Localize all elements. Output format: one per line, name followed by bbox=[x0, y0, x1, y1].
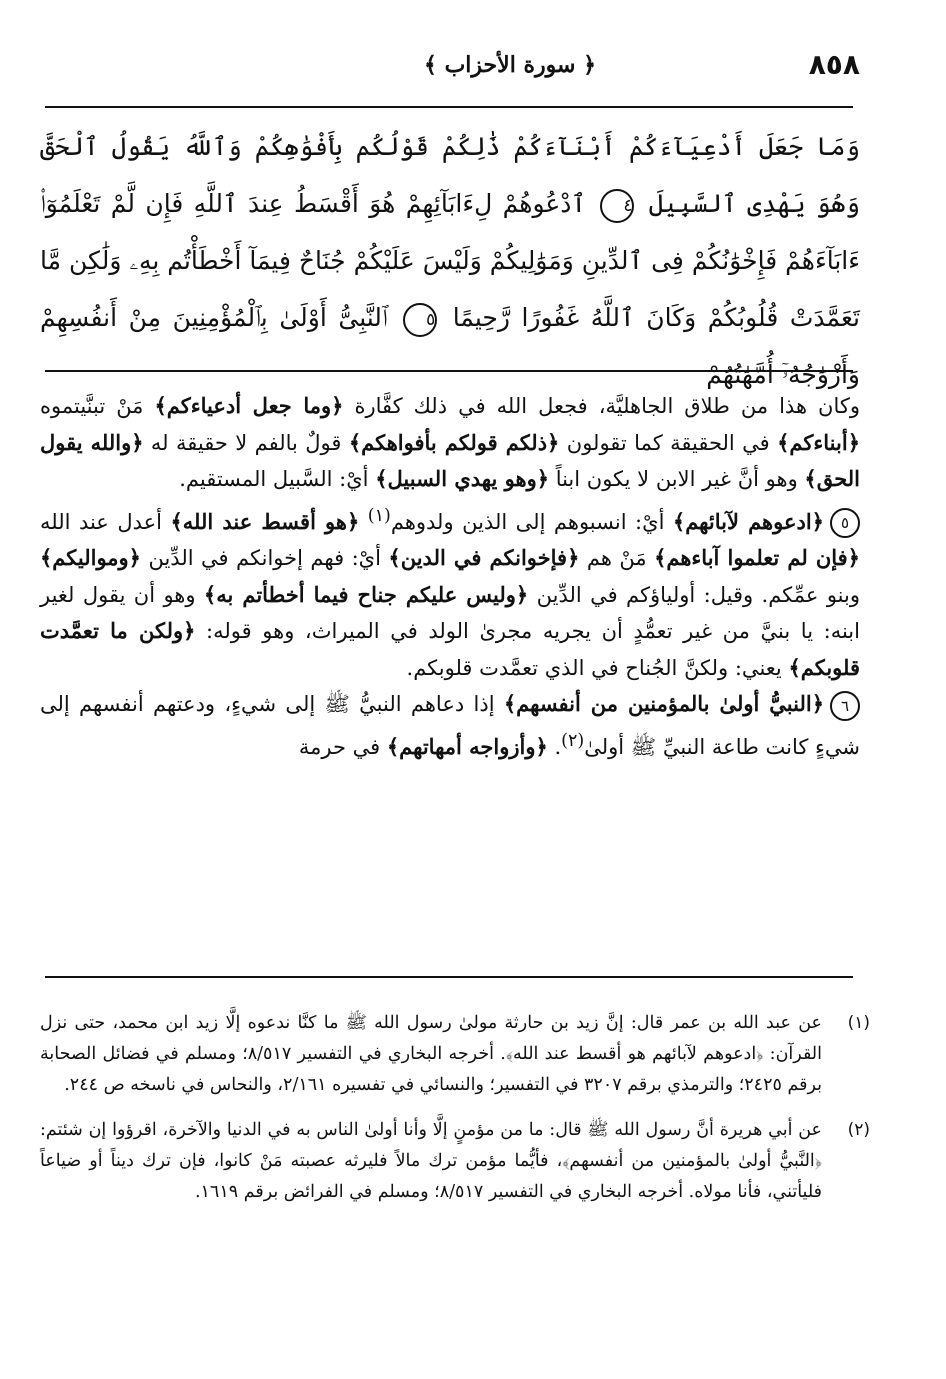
quoted-verse: ﴿فإن لم تعلموا آباءهم﴾ bbox=[654, 545, 860, 570]
quoted-verse: ﴿ومواليكم﴾ bbox=[40, 545, 141, 570]
ayah-marker-5: ٥ bbox=[403, 303, 437, 337]
footnote-text: عن عبد الله بن عمر قال: إنَّ زيد بن حارثة مولىٰ رسول الله ﷺ ما كنَّا ندعوه إلَّا زيد ابن محمد، حتى نزل القرآن: ﴿ادعوهم لآبائهم هو أقسط عند الله﴾. أخرجه البخاري في التفسير ٨/٥١٧؛ ومسلم في فضائل الصحابة برقم ٢٤٢٥؛ والترمذي برقم ٣٢٠٧ في التفسير؛ والنسائي في تفسيره ٢/١٦١، والنحاس في ناسخه ص ٢٤٤. bbox=[40, 1013, 822, 1095]
quoted-verse: ﴿وما جعل أدعياءكم﴾ bbox=[154, 393, 344, 418]
footnote-ref[interactable]: (٢) bbox=[561, 730, 585, 751]
commentary-text: يعني: ولكنَّ الجُناح في الذي تعمَّدت قلوبكم. bbox=[406, 655, 789, 680]
commentary-text: وبنو عمِّكم. وقيل: أولياؤكم في الدِّين bbox=[528, 582, 860, 607]
verse-text-6: ٱلنَّبِىُّ أَوْلَىٰ بِٱلْمُؤْمِنِينَ مِنْ أَنفُسِهِمْ وَأَزْوَٰجُهُۥٓ أُمَّهَٰتُهُمْ bbox=[40, 303, 860, 389]
quoted-verse: ﴿هو أقسط عند الله﴾ bbox=[170, 508, 360, 534]
commentary-text: أيْ: فهم إخوانكم في الدِّين bbox=[141, 546, 389, 570]
quoted-verse: ﴿والله يقول الحق﴾ bbox=[40, 429, 860, 491]
ayah-marker-4: ٤ bbox=[600, 189, 634, 223]
quran-text bbox=[40, 118, 860, 389]
quoted-verse: ﴿ادعوهم لآبائهم﴾ bbox=[672, 508, 824, 534]
commentary-text: . bbox=[547, 734, 562, 759]
commentary-text: أعدل عند الله bbox=[40, 509, 171, 534]
verse-text-4: وَمَا جَعَلَ أَدْعِيَآءَكُمْ أَبْنَآءَكُمْ ذَٰلِكُمْ قَوْلُكُم بِأَفْوَٰهِكُمْ وَٱللَّهُ يَقُولُ ٱلْحَقَّ وَهُوَ يَهْدِى ٱلسَّبِيلَ bbox=[40, 132, 860, 218]
quoted-verse: ﴿وليس عليكم جناح فيما أخطأتم به﴾ bbox=[203, 581, 529, 607]
commentary-text: أيْ: انسبوهم إلى الذين ولدوهم bbox=[390, 509, 673, 534]
footnote-1 bbox=[40, 1008, 870, 1101]
footnote-number: (٢) bbox=[847, 1120, 870, 1140]
page-number: ٨٥٨ bbox=[808, 48, 860, 81]
quoted-verse: ﴿أبناءكم﴾ bbox=[777, 429, 860, 455]
verse-text-5: ٱدْعُوهُمْ لِءَابَآئِهِمْ هُوَ أَقْسَطُ عِندَ ٱللَّهِ فَإِن لَّمْ تَعْلَمُوٓا۟ ءَابَآءَهُمْ فَإِخْوَٰنُكُمْ فِى ٱلدِّينِ وَمَوَٰلِيكُمْ وَلَيْسَ عَلَيْكُمْ جُنَاحٌ فِيمَآ أَخْطَأْتُم بِهِۦ وَلَٰكِن مَّا تَعَمَّدَتْ قُلُوبُكُمْ وَكَانَ ٱللَّهُ غَفُورًا رَّحِيمًا bbox=[40, 189, 860, 332]
quoted-verse: ﴿فإخوانكم في الدين﴾ bbox=[388, 545, 580, 570]
verse-number-badge: ٥ bbox=[830, 508, 860, 538]
commentary-text: في الحقيقة كما تقولون bbox=[559, 430, 778, 455]
footnote-2 bbox=[40, 1115, 870, 1208]
footnote-ref[interactable]: (١) bbox=[367, 505, 391, 526]
commentary-text: في حرمة bbox=[298, 734, 387, 759]
verse-number-badge: ٦ bbox=[830, 691, 860, 721]
quoted-verse: ﴿وأزواجه أمهاتهم﴾ bbox=[386, 733, 548, 759]
commentary-text: وكان هذا من طلاق الجاهليَّة، فجعل الله في ذلك كفَّارة bbox=[343, 394, 860, 418]
commentary-text: وهو أن يقول لغير ابنه: يا بنيَّ من غير تعمُّدٍ أن يجريه مجرىٰ الولد في الميراث، وهو قوله: bbox=[40, 582, 860, 643]
quoted-verse: ﴿ولكن ما تعمَّدت قلوبكم﴾ bbox=[40, 618, 860, 680]
footnote-text: عن أبي هريرة أنَّ رسول الله ﷺ قال: ما من مؤمنٍ إلَّا وأنا أولىٰ الناس به في الدنيا والآخرة، اقرؤوا إن شئتم: ﴿النَّبيُّ أولىٰ بالمؤمنين من أنفسهم﴾، فأيُّما مؤمن ترك مالاً فليرثه عصبته مَنْ كانوا، فإن ترك ديناً أو ضياعاً فليأتني، فأنا مولاه. أخرجه البخاري في التفسير ٨/٥١٧؛ ومسلم في الفرائض برقم ١٦١٩. bbox=[40, 1120, 822, 1202]
footnotes bbox=[40, 1008, 870, 1222]
commentary-paragraph-2 bbox=[40, 498, 860, 687]
commentary bbox=[40, 388, 860, 948]
quran-divider bbox=[45, 370, 853, 372]
commentary-text: وهو أنَّ غير الابن لا يكون ابناً bbox=[549, 467, 805, 491]
quoted-verse: ﴿ذلكم قولكم بأفواهكم﴾ bbox=[348, 429, 560, 455]
commentary-paragraph-1 bbox=[40, 388, 860, 498]
commentary-text: إذا دعاهم النبيُّ ﷺ إلى شيءٍ، ودعتهم أنفسهم إلى شيءٍ كانت طاعة النبيِّ ﷺ أولىٰ bbox=[40, 692, 860, 759]
commentary-paragraph-3 bbox=[40, 686, 860, 765]
footnote-divider bbox=[45, 976, 853, 978]
commentary-text: مَنْ هم bbox=[579, 546, 655, 570]
commentary-text: مَنْ تبنَّيتموه bbox=[40, 394, 155, 418]
commentary-text: قولٌ بالفم لا حقيقة له bbox=[143, 430, 349, 455]
quoted-verse: ﴿النبيُّ أولىٰ بالمؤمنين من أنفسهم﴾ bbox=[503, 691, 825, 716]
commentary-text: أيْ: السَّبيل المستقيم. bbox=[179, 467, 376, 491]
quoted-verse: ﴿وهو يهدي السبيل﴾ bbox=[375, 466, 550, 491]
footnote-number: (١) bbox=[847, 1013, 870, 1033]
surah-title: ﴿ سورة الأحزاب ﴾ bbox=[424, 52, 596, 78]
header-divider bbox=[45, 106, 853, 108]
page-header bbox=[40, 48, 860, 92]
commentary-text bbox=[359, 510, 368, 534]
